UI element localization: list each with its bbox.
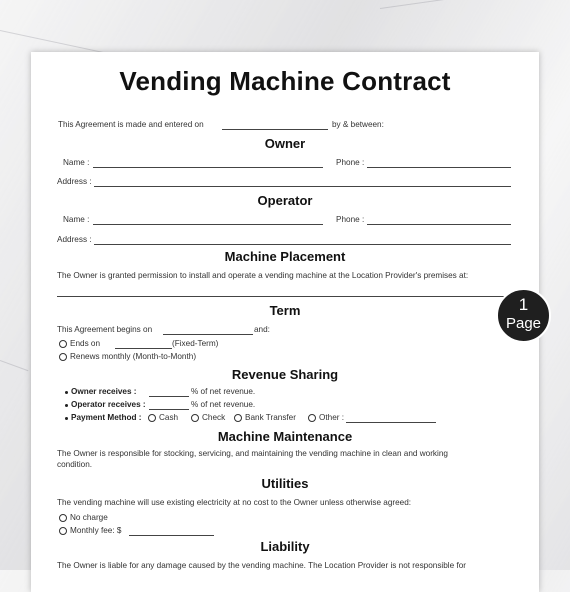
maintenance-text-line1: The Owner is responsible for stocking, servicing, and maintaining the vending machine in clean and working xyxy=(57,449,448,458)
payment-other-radio[interactable] xyxy=(308,414,316,422)
maintenance-heading: Machine Maintenance xyxy=(217,429,353,444)
no-charge-label: No charge xyxy=(70,513,108,522)
agreement-between: by & between: xyxy=(332,120,384,129)
payment-bank-transfer-label: Bank Transfer xyxy=(245,413,296,422)
operator-phone-label: Phone : xyxy=(336,215,365,224)
placement-address-field[interactable] xyxy=(57,296,511,297)
document-title: Vending Machine Contract xyxy=(119,66,451,96)
page-count-label: Page xyxy=(505,315,542,332)
operator-name-field[interactable] xyxy=(93,224,323,225)
no-charge-radio[interactable] xyxy=(59,514,67,522)
ends-on-suffix: (Fixed-Term) xyxy=(172,339,219,348)
maintenance-text-line2: condition. xyxy=(57,460,93,469)
operator-receives-label: Operator receives : xyxy=(71,400,146,409)
revenue-heading: Revenue Sharing xyxy=(231,367,339,382)
ends-on-radio[interactable] xyxy=(59,340,67,348)
bullet xyxy=(65,391,68,394)
renews-monthly-label: Renews monthly (Month-to-Month) xyxy=(70,352,197,361)
marble-vein xyxy=(380,0,568,9)
payment-check-radio[interactable] xyxy=(191,414,199,422)
term-heading: Term xyxy=(269,303,301,318)
utilities-text: The vending machine will use existing electricity at no cost to the Owner unless otherwise agreed: xyxy=(57,498,412,507)
payment-cash-label: Cash xyxy=(159,413,179,422)
owner-percent-suffix: % of net revenue. xyxy=(191,387,256,396)
operator-address-label: Address : xyxy=(57,235,92,244)
renews-monthly-radio[interactable] xyxy=(59,353,67,361)
page-count-number: 1 xyxy=(518,295,529,314)
operator-heading: Operator xyxy=(257,193,313,208)
operator-name-label: Name : xyxy=(63,215,90,224)
placement-text: The Owner is granted permission to install and operate a vending machine at the Location Provider's premises at: xyxy=(57,271,469,280)
utilities-heading: Utilities xyxy=(261,476,309,491)
owner-address-field[interactable] xyxy=(94,186,511,187)
payment-method-label: Payment Method : xyxy=(71,413,142,422)
monthly-fee-radio[interactable] xyxy=(59,527,67,535)
owner-phone-field[interactable] xyxy=(367,167,511,168)
payment-cash-radio[interactable] xyxy=(148,414,156,422)
payment-other-label: Other : xyxy=(319,413,345,422)
payment-check-label: Check xyxy=(202,413,226,422)
operator-percent-field[interactable] xyxy=(149,409,189,410)
owner-percent-field[interactable] xyxy=(149,396,189,397)
payment-other-field[interactable] xyxy=(346,422,436,423)
monthly-fee-field[interactable] xyxy=(129,535,214,536)
owner-receives-label: Owner receives : xyxy=(71,387,137,396)
liability-text: The Owner is liable for any damage caused by the vending machine. The Location Provider is not responsible for xyxy=(57,561,466,570)
owner-name-field[interactable] xyxy=(93,167,323,168)
marble-vein xyxy=(0,360,28,371)
monthly-fee-label: Monthly fee: $ xyxy=(70,526,122,535)
operator-address-field[interactable] xyxy=(94,244,511,245)
contract-page xyxy=(31,52,539,592)
term-begins-suffix: and: xyxy=(254,325,270,334)
owner-address-label: Address : xyxy=(57,177,92,186)
page-count-badge xyxy=(496,288,551,343)
liability-heading: Liability xyxy=(260,539,310,554)
agreement-intro: This Agreement is made and entered on xyxy=(58,120,204,129)
bullet xyxy=(65,404,68,407)
operator-phone-field[interactable] xyxy=(367,224,511,225)
term-begins-field[interactable] xyxy=(163,334,253,335)
term-begins-label: This Agreement begins on xyxy=(57,325,153,334)
owner-name-label: Name : xyxy=(63,158,90,167)
owner-phone-label: Phone : xyxy=(336,158,365,167)
ends-on-label: Ends on xyxy=(70,339,101,348)
placement-heading: Machine Placement xyxy=(224,249,346,264)
owner-heading: Owner xyxy=(264,136,306,151)
payment-bank-transfer-radio[interactable] xyxy=(234,414,242,422)
agreement-date-field[interactable] xyxy=(222,129,328,130)
bullet xyxy=(65,417,68,420)
ends-on-date-field[interactable] xyxy=(115,348,172,349)
operator-percent-suffix: % of net revenue. xyxy=(191,400,256,409)
